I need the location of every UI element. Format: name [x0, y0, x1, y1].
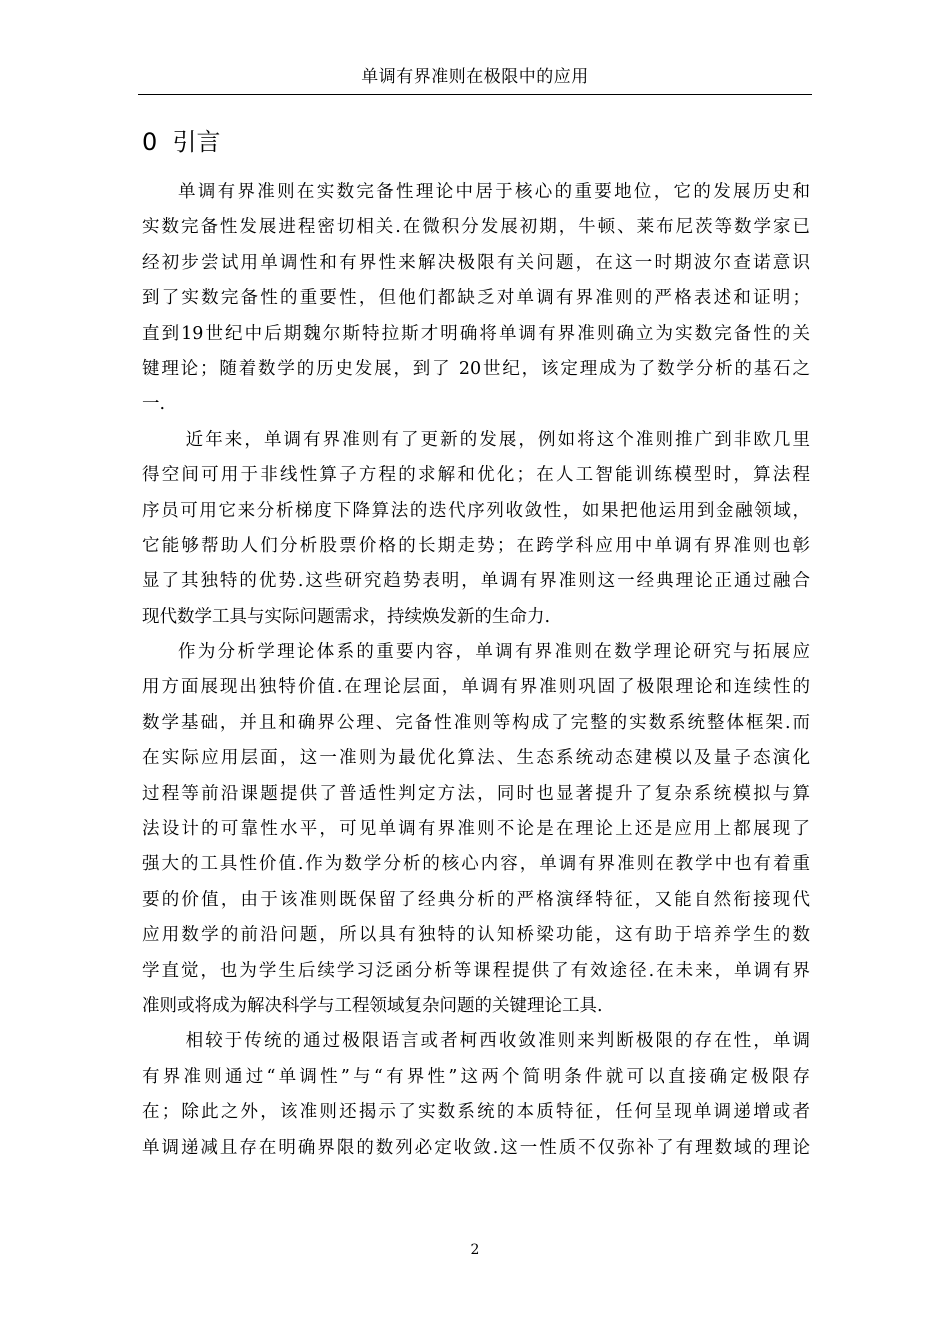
text-line: 用方面展现出独特价值.在理论层面，单调有界准则巩固了极限理论和连续性的 [142, 677, 810, 698]
page-number: 2 [470, 1242, 480, 1258]
paragraph [142, 175, 810, 423]
paragraph [142, 423, 810, 635]
text-line: 单调递减且存在明确界限的数列必定收敛.这一性质不仅弥补了有理数域的理论 [142, 1137, 810, 1158]
text-line: 直到19世纪中后期魏尔斯特拉斯才明确将单调有界准则确立为实数完备性的关 [142, 323, 810, 344]
text-line: 作为分析学理论体系的重要内容，单调有界准则在数学理论研究与拓展应 [178, 642, 810, 663]
paragraph [142, 635, 810, 1024]
text-line: 序员可用它来分析梯度下降算法的迭代序列收敛性，如果把他运用到金融领域， [142, 500, 810, 521]
text-line: 法设计的可靠性水平，可见单调有界准则不论是在理论上还是应用上都展现了 [142, 819, 810, 840]
text-line: 准则或将成为解决科学与工程领域复杂问题的关键理论工具. [142, 995, 603, 1016]
text-line: 键理论；随着数学的历史发展，到了 20世纪，该定理成为了数学分析的基石之 [142, 358, 810, 379]
section-heading: 0 引言 [142, 128, 221, 156]
running-header: 单调有界准则在极限中的应用 [361, 67, 589, 87]
text-line: 数学基础，并且和确界公理、完备性准则等构成了完整的实数系统整体框架.而 [142, 712, 810, 733]
text-line: 现代数学工具与实际问题需求，持续焕发新的生命力. [142, 606, 551, 627]
text-line: 得空间可用于非线性算子方程的求解和优化；在人工智能训练模型时，算法程 [142, 465, 810, 486]
text-line: 应用数学的前沿问题，所以具有独特的认知桥梁功能，这有助于培养学生的数 [142, 925, 810, 946]
paragraph [142, 1024, 810, 1166]
text-line: 强大的工具性价值.作为数学分析的核心内容，单调有界准则在教学中也有着重 [142, 854, 810, 875]
text-line: 显了其独特的优势.这些研究趋势表明，单调有界准则这一经典理论正通过融合 [142, 571, 810, 592]
text-line: 过程等前沿课题提供了普适性判定方法，同时也显著提升了复杂系统模拟与算 [142, 783, 810, 804]
text-line: 经初步尝试用单调性和有界性来解决极限有关问题，在这一时期波尔查诺意识 [142, 252, 810, 273]
header-divider [138, 94, 812, 95]
text-line: 它能够帮助人们分析股票价格的长期走势；在跨学科应用中单调有界准则也彰 [142, 535, 810, 556]
text-line: 在；除此之外，该准则还揭示了实数系统的本质特征，任何呈现单调递增或者 [142, 1102, 810, 1123]
text-line: 到了实数完备性的重要性，但他们都缺乏对单调有界准则的严格表述和证明； [142, 288, 810, 309]
text-line: 要的价值，由于该准则既保留了经典分析的严格演绎特征，又能自然衔接现代 [142, 889, 810, 910]
text-line: 相较于传统的通过极限语言或者柯西收敛准则来判断极限的存在性，单调 [178, 1031, 810, 1052]
text-line: 学直觉，也为学生后续学习泛函分析等课程提供了有效途径.在未来，单调有界 [142, 960, 810, 981]
text-line: 一. [142, 394, 166, 415]
text-line: 单调有界准则在实数完备性理论中居于核心的重要地位，它的发展历史和 [178, 182, 810, 202]
text-line: 近年来，单调有界准则有了更新的发展，例如将这个准则推广到非欧几里 [178, 429, 810, 450]
text-line: 在实际应用层面，这一准则为最优化算法、生态系统动态建模以及量子态演化 [142, 748, 810, 769]
text-line: 有界准则通过“单调性”与“有界性”这两个简明条件就可以直接确定极限存 [142, 1066, 810, 1087]
body-text [142, 175, 810, 1166]
text-line: 实数完备性发展进程密切相关.在微积分发展初期，牛顿、莱布尼茨等数学家已 [142, 217, 810, 238]
